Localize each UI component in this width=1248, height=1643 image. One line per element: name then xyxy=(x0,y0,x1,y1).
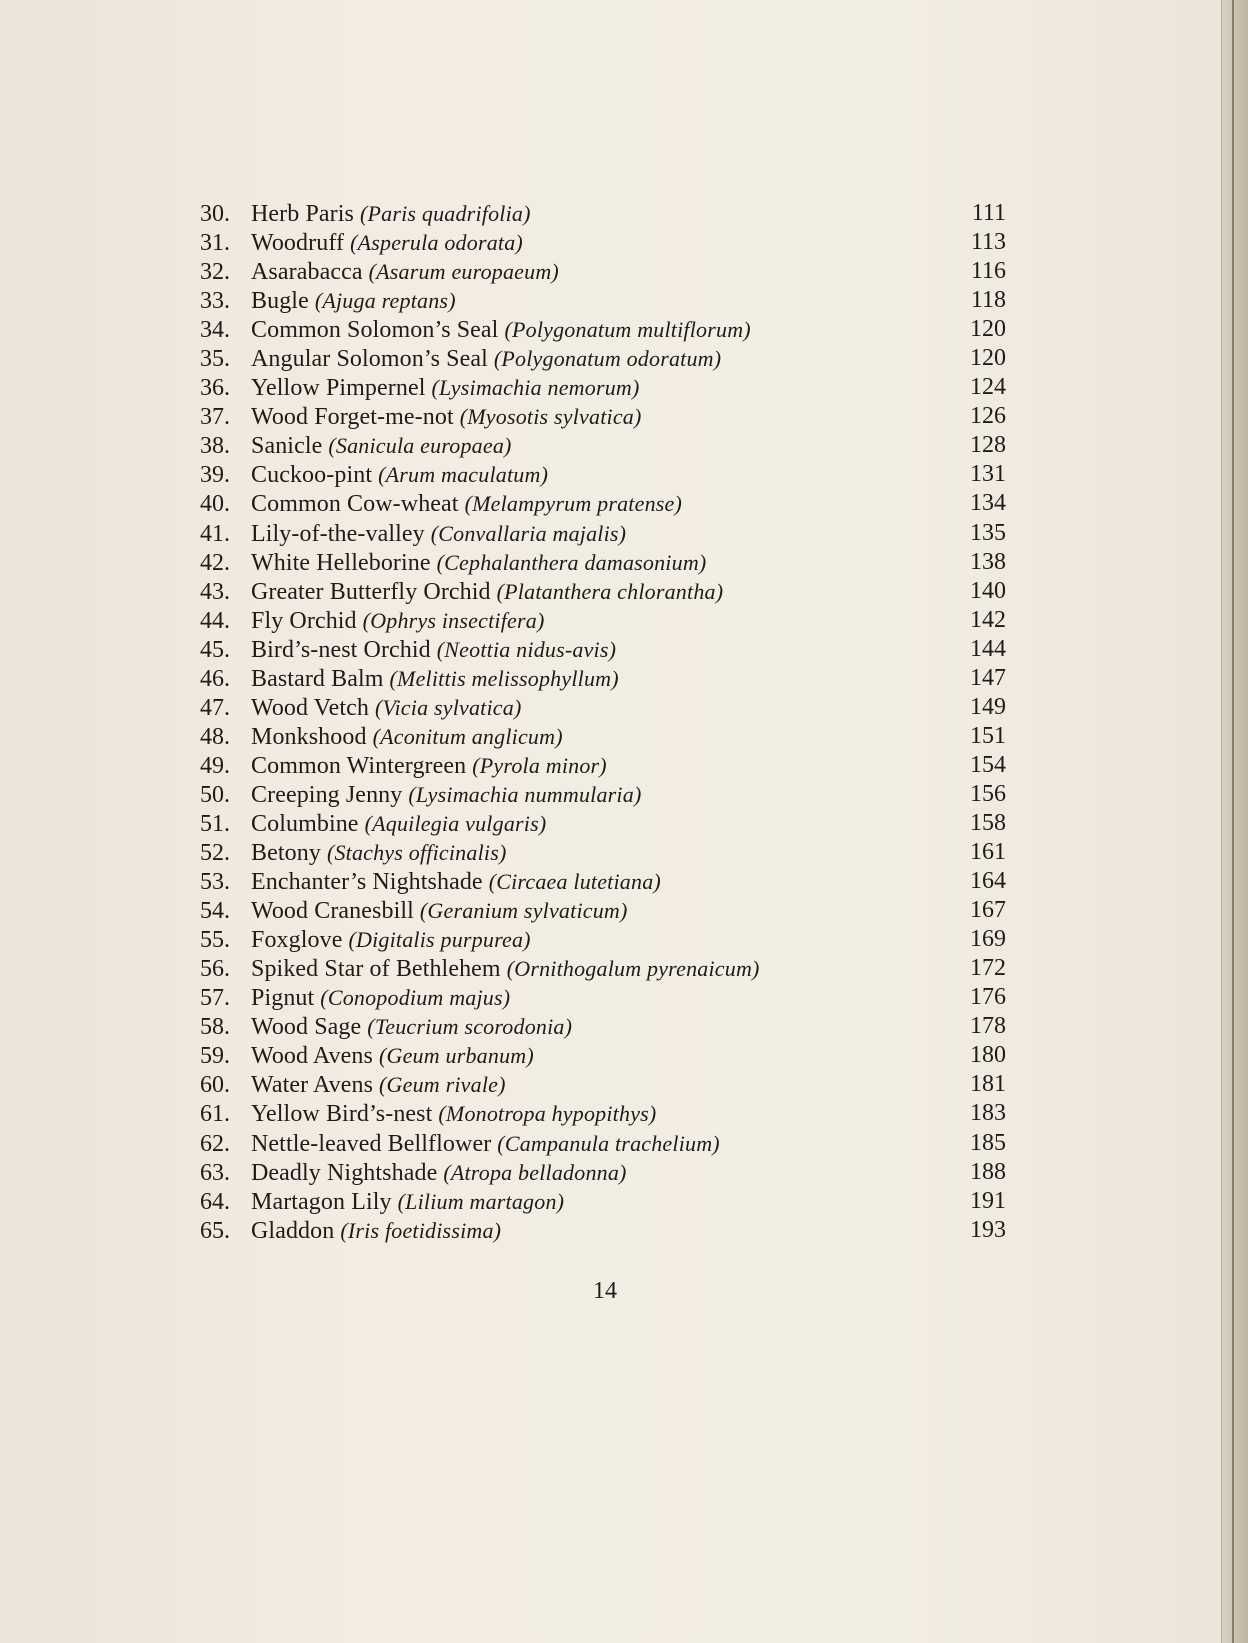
toc-entry-number: 57. xyxy=(200,985,230,1012)
toc-entry xyxy=(200,257,1006,286)
toc-entry-page-number: 164 xyxy=(970,868,1006,895)
toc-entry-latin-name: (Paris quadrifolia) xyxy=(359,201,531,226)
toc-entry-page-number: 181 xyxy=(970,1071,1006,1098)
toc-entry xyxy=(200,1187,1006,1216)
toc-entry-page-number: 167 xyxy=(970,897,1006,924)
toc-entry xyxy=(200,548,1006,577)
toc-entry-number: 50. xyxy=(200,781,230,808)
toc-entry xyxy=(200,635,1006,664)
toc-entry-number: 43. xyxy=(200,578,230,605)
toc-entry-latin-name: (Pyrola minor) xyxy=(472,752,607,778)
toc-entry-number: 42. xyxy=(200,549,230,576)
toc-entry-page-number: 116 xyxy=(970,258,1006,285)
toc-entry-number: 56. xyxy=(200,956,230,983)
toc-entry-page-number: 128 xyxy=(970,432,1006,459)
toc-entry-page-number: 176 xyxy=(970,984,1006,1011)
toc-entry xyxy=(200,1012,1006,1041)
toc-entry-latin-name: (Melampyrum pratense) xyxy=(464,491,683,517)
toc-entry-page-number: 142 xyxy=(970,606,1006,633)
toc-entry xyxy=(200,1070,1006,1099)
toc-entry-common-name: Deadly Nightshade xyxy=(251,1159,438,1186)
toc-entry xyxy=(200,315,1006,344)
toc-entry-common-name: Common Solomon’s Seal xyxy=(251,317,499,344)
toc-entry-page-number: 158 xyxy=(970,809,1006,836)
toc-entry xyxy=(200,286,1006,315)
toc-entry-latin-name: (Teucrium scorodonia) xyxy=(367,1014,573,1040)
toc-entry-page-number: 149 xyxy=(970,693,1006,720)
toc-entry-latin-name: (Campanula trachelium) xyxy=(497,1130,720,1156)
toc-entry-latin-name: (Convallaria majalis) xyxy=(430,520,627,546)
toc-entry-latin-name: (Ornithogalum pyrenaicum) xyxy=(506,956,760,982)
toc-entry-latin-name: (Iris foetidissima) xyxy=(340,1217,502,1243)
toc-entry-page-number: 135 xyxy=(970,519,1006,546)
toc-entry-common-name: Spiked Star of Bethlehem xyxy=(251,956,501,983)
toc-entry-latin-name: (Sanicula europaea) xyxy=(328,433,512,459)
toc-entry-common-name: Greater Butterfly Orchid xyxy=(251,578,491,605)
toc-entry xyxy=(200,809,1006,838)
toc-entry-common-name: Cuckoo-pint xyxy=(251,462,373,489)
toc-entry-number: 58. xyxy=(200,1014,230,1041)
toc-entry-common-name: Yellow Bird’s-nest xyxy=(251,1101,433,1128)
toc-entry-page-number: 134 xyxy=(970,490,1006,517)
toc-entry xyxy=(200,1216,1006,1245)
toc-entry-page-number: 193 xyxy=(970,1216,1006,1243)
toc-entry-latin-name: (Lysimachia nemorum) xyxy=(431,375,640,401)
toc-entry xyxy=(200,664,1006,693)
toc-entry-page-number: 154 xyxy=(970,751,1006,778)
toc-entry-latin-name: (Platanthera chlorantha) xyxy=(496,578,724,604)
toc-entry-page-number: 169 xyxy=(970,926,1006,953)
toc-entry-common-name: Wood Vetch xyxy=(251,694,369,721)
toc-entry-page-number: 118 xyxy=(970,287,1006,314)
toc-entry-common-name: Nettle-leaved Bellflower xyxy=(251,1130,492,1157)
toc-entry-number: 35. xyxy=(200,346,230,373)
toc-entry-page-number: 144 xyxy=(970,635,1006,662)
toc-entry-page-number: 191 xyxy=(970,1187,1006,1214)
toc-entry-common-name: White Helleborine xyxy=(251,549,431,576)
toc-entry-common-name: Enchanter’s Nightshade xyxy=(251,869,483,896)
page-number: 14 xyxy=(593,1278,617,1304)
toc-entry xyxy=(200,373,1006,402)
toc-entry-number: 41. xyxy=(200,520,230,547)
toc-entry-common-name: Betony xyxy=(251,840,321,867)
toc-entry xyxy=(200,519,1006,548)
toc-entry-number: 37. xyxy=(200,404,230,431)
page-edge xyxy=(1221,0,1248,1643)
toc-entry xyxy=(200,954,1006,983)
toc-entry-page-number: 113 xyxy=(970,229,1006,256)
toc-entry-latin-name: (Polygonatum multiflorum) xyxy=(504,317,751,343)
toc-entry-latin-name: (Lilium martagon) xyxy=(397,1188,565,1214)
toc-entry-latin-name: (Conopodium majus) xyxy=(320,985,511,1011)
toc-entry-number: 63. xyxy=(200,1159,230,1186)
toc-entry-page-number: 156 xyxy=(970,780,1006,807)
toc-entry-number: 33. xyxy=(200,288,230,315)
toc-entry-latin-name: (Myosotis sylvatica) xyxy=(459,404,642,430)
toc-entry-number: 52. xyxy=(200,840,230,867)
toc-entry xyxy=(200,431,1006,460)
toc-entry-number: 49. xyxy=(200,752,230,779)
toc-entry-number: 39. xyxy=(200,462,230,489)
toc-entry-latin-name: (Asarum europaeum) xyxy=(368,259,559,285)
toc-entry-latin-name: (Lysimachia nummularia) xyxy=(408,781,642,807)
toc-entry xyxy=(200,1099,1006,1128)
toc-entry-number: 60. xyxy=(200,1072,230,1099)
toc-entry-latin-name: (Cephalanthera damasonium) xyxy=(436,549,707,575)
toc-entry-common-name: Creeping Jenny xyxy=(251,781,403,808)
toc-entry xyxy=(200,925,1006,954)
toc-entry-number: 45. xyxy=(200,636,230,663)
toc-entry-number: 61. xyxy=(200,1101,230,1128)
toc-entry-common-name: Foxglove xyxy=(251,927,343,954)
toc-entry-page-number: 124 xyxy=(970,374,1006,401)
toc-entry xyxy=(200,402,1006,431)
toc-entry-common-name: Gladdon xyxy=(251,1217,335,1244)
toc-entry-latin-name: (Polygonatum odoratum) xyxy=(493,346,722,372)
toc-entry xyxy=(200,199,1006,228)
toc-entry xyxy=(200,228,1006,257)
toc-entry-page-number: 111 xyxy=(971,200,1006,226)
toc-entry xyxy=(200,460,1006,489)
toc-entry-page-number: 183 xyxy=(970,1100,1006,1127)
toc-entry-common-name: Bird’s-nest Orchid xyxy=(251,636,431,663)
toc-entry-common-name: Herb Paris xyxy=(251,201,354,227)
toc-entry-number: 51. xyxy=(200,810,230,837)
toc-entry xyxy=(200,780,1006,809)
toc-entry xyxy=(200,1129,1006,1158)
toc-entry-number: 62. xyxy=(200,1130,230,1157)
toc-entry-common-name: Bugle xyxy=(251,288,309,315)
toc-entry-common-name: Common Cow-wheat xyxy=(251,491,459,518)
toc-entry-page-number: 140 xyxy=(970,577,1006,604)
toc-entry-page-number: 151 xyxy=(970,722,1006,749)
toc-entry xyxy=(200,489,1006,518)
toc-entry-page-number: 126 xyxy=(970,403,1006,430)
toc-entry xyxy=(200,344,1006,373)
toc-entry-latin-name: (Melittis melissophyllum) xyxy=(389,665,619,691)
toc-entry-latin-name: (Atropa belladonna) xyxy=(443,1159,627,1185)
toc-entry-page-number: 147 xyxy=(970,664,1006,691)
toc-entry xyxy=(200,896,1006,925)
toc-entry-latin-name: (Circaea lutetiana) xyxy=(488,869,661,895)
table-of-contents xyxy=(200,199,1006,1245)
toc-entry xyxy=(200,693,1006,722)
toc-entry xyxy=(200,1041,1006,1070)
toc-entry-number: 30. xyxy=(200,201,230,227)
toc-entry-page-number: 161 xyxy=(970,839,1006,866)
toc-entry-common-name: Wood Forget-me-not xyxy=(251,404,454,431)
page-edge-line xyxy=(1232,0,1234,1643)
toc-entry-page-number: 120 xyxy=(970,316,1006,343)
toc-entry-number: 38. xyxy=(200,433,230,460)
toc-entry-number: 36. xyxy=(200,375,230,402)
toc-entry-latin-name: (Ophrys insectifera) xyxy=(362,607,545,633)
toc-entry-latin-name: (Aconitum anglicum) xyxy=(372,723,563,749)
toc-entry-common-name: Yellow Pimpernel xyxy=(251,375,426,402)
toc-entry-page-number: 180 xyxy=(970,1042,1006,1069)
toc-entry xyxy=(200,838,1006,867)
toc-entry-common-name: Columbine xyxy=(251,810,359,837)
toc-entry-common-name: Common Wintergreen xyxy=(251,752,467,779)
toc-entry-page-number: 131 xyxy=(970,461,1006,488)
toc-entry-latin-name: (Asperula odorata) xyxy=(350,230,523,256)
toc-entry-page-number: 178 xyxy=(970,1013,1006,1040)
toc-entry xyxy=(200,983,1006,1012)
toc-entry xyxy=(200,577,1006,606)
toc-entry-common-name: Asarabacca xyxy=(251,259,363,286)
toc-entry-latin-name: (Vicia sylvatica) xyxy=(374,694,522,720)
toc-entry-number: 65. xyxy=(200,1217,230,1244)
toc-entry-number: 59. xyxy=(200,1043,230,1070)
toc-entry-number: 48. xyxy=(200,723,230,750)
toc-entry-common-name: Water Avens xyxy=(251,1072,374,1099)
toc-entry-common-name: Angular Solomon’s Seal xyxy=(251,346,488,373)
toc-entry-number: 44. xyxy=(200,607,230,634)
toc-entry-latin-name: (Geum urbanum) xyxy=(378,1043,534,1069)
toc-entry xyxy=(200,606,1006,635)
toc-entry-common-name: Wood Cranesbill xyxy=(251,898,414,925)
toc-entry xyxy=(200,751,1006,780)
toc-entry-page-number: 120 xyxy=(970,345,1006,372)
toc-entry-common-name: Martagon Lily xyxy=(251,1188,392,1215)
toc-entry-common-name: Pignut xyxy=(251,985,315,1012)
toc-entry-latin-name: (Ajuga reptans) xyxy=(314,288,456,314)
toc-entry xyxy=(200,867,1006,896)
toc-entry-common-name: Wood Avens xyxy=(251,1043,373,1070)
toc-entry-number: 64. xyxy=(200,1188,230,1215)
toc-entry-latin-name: (Neottia nidus-avis) xyxy=(436,636,617,662)
toc-entry-page-number: 185 xyxy=(970,1129,1006,1156)
toc-entry xyxy=(200,722,1006,751)
toc-entry-common-name: Wood Sage xyxy=(251,1014,362,1041)
toc-entry-number: 40. xyxy=(200,491,230,518)
toc-entry-latin-name: (Aquilegia vulgaris) xyxy=(364,810,547,836)
toc-entry-number: 53. xyxy=(200,869,230,896)
toc-entry-common-name: Bastard Balm xyxy=(251,665,384,692)
toc-entry-common-name: Fly Orchid xyxy=(251,607,357,634)
toc-entry-number: 46. xyxy=(200,665,230,692)
toc-entry-common-name: Lily-of-the-valley xyxy=(251,520,425,547)
toc-entry-number: 55. xyxy=(200,927,230,954)
toc-entry-latin-name: (Geum rivale) xyxy=(379,1072,506,1098)
toc-entry-common-name: Woodruff xyxy=(251,230,345,257)
toc-entry-number: 47. xyxy=(200,694,230,721)
toc-entry-common-name: Monkshood xyxy=(251,723,367,750)
toc-entry-page-number: 188 xyxy=(970,1158,1006,1185)
toc-entry-latin-name: (Digitalis purpurea) xyxy=(348,927,531,953)
toc-entry-common-name: Sanicle xyxy=(251,433,323,460)
toc-entry-page-number: 172 xyxy=(970,955,1006,982)
toc-entry-number: 34. xyxy=(200,317,230,344)
toc-entry-number: 31. xyxy=(200,230,230,257)
toc-entry-latin-name: (Geranium sylvaticum) xyxy=(419,898,628,924)
toc-entry-number: 32. xyxy=(200,259,230,286)
toc-entry-page-number: 138 xyxy=(970,548,1006,575)
toc-entry-latin-name: (Arum maculatum) xyxy=(378,462,549,488)
toc-entry xyxy=(200,1158,1006,1187)
toc-entry-number: 54. xyxy=(200,898,230,925)
toc-entry-latin-name: (Stachys officinalis) xyxy=(326,840,507,866)
toc-entry-latin-name: (Monotropa hypopithys) xyxy=(438,1101,657,1127)
